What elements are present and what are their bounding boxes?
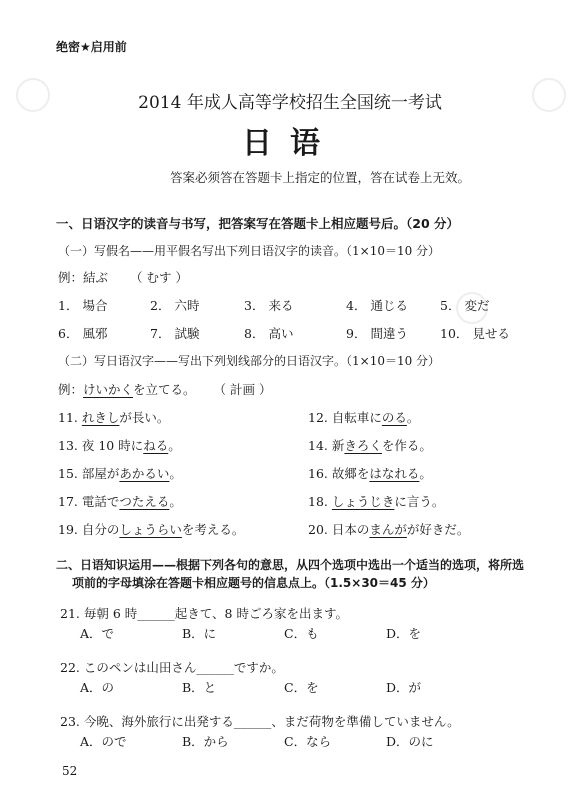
question-item: 14. 新きろくを作る。	[308, 438, 432, 453]
question-item: 16. 故郷をはなれる。	[308, 466, 432, 481]
question-item: 17. 電話でつたえる。	[58, 494, 182, 509]
question-item: 9． 間違う	[346, 326, 408, 341]
part1-example	[58, 268, 188, 286]
question-stem: 23. 今晩、海外旅行に出発する______、まだ荷物を準備していません。	[60, 714, 460, 729]
part1-heading: （一）写假名——用平假名写出下列日语汉字的读音。（1×10＝10 分）	[58, 244, 441, 258]
question-item: 13. 夜 10 時にねる。	[58, 438, 181, 453]
exam-title: 2014 年成人高等学校招生全国统一考试	[138, 93, 442, 113]
classification-label: 绝密★启用前	[56, 40, 127, 54]
option: B．に	[182, 626, 217, 641]
question-stem: 21. 毎朝 6 時______起きて、8 時ごろ家を出ます。	[60, 606, 348, 621]
section2-heading-line1: 二、日语知识运用——根据下列各句的意思，从四个选项中选出一个适当的选项，将所选	[56, 558, 525, 572]
question-item: 7． 試験	[150, 326, 200, 341]
question-item: 6． 風邪	[58, 326, 108, 341]
example-word: 例：結ぶ	[58, 270, 109, 285]
option: B．から	[182, 734, 229, 749]
question-item: 5． 変だ	[440, 298, 490, 313]
question-stem: 22. このペンは山田さん______ですか。	[60, 660, 284, 675]
option: B．と	[182, 680, 217, 695]
question-item: 20. 日本のまんがが好きだ。	[308, 522, 470, 537]
question-item: 19. 自分のしょうらいを考える。	[58, 522, 245, 537]
page-number: 52	[62, 764, 78, 778]
part2-example: 例：けいかくを立てる。 （ 計画 ）	[58, 382, 272, 397]
option: C．を	[284, 680, 319, 695]
answer-notice: 答案必须答在答题卡上指定的位置，答在试卷上无效。	[169, 170, 470, 185]
section2-heading-line2: 项前的字母填涂在答题卡相应题号的信息点上。（1.5×30＝45 分）	[72, 576, 435, 590]
option: A．ので	[80, 734, 127, 749]
example-answer: （ むす ）	[130, 270, 188, 285]
option: D．のに	[386, 734, 434, 749]
option: C．なら	[284, 734, 332, 749]
question-item: 3． 来る	[244, 298, 294, 313]
option: C．も	[284, 626, 319, 641]
question-item: 8． 高い	[244, 326, 294, 341]
question-item: 1． 場合	[58, 298, 108, 313]
option: D．を	[386, 626, 422, 641]
section1-heading: 一、日语汉字的读音与书写，把答案写在答题卡上相应题号后。（20 分）	[56, 216, 459, 231]
option: D．が	[386, 680, 422, 695]
subject-title: 日语	[242, 126, 338, 161]
question-item: 2． 六時	[150, 298, 200, 313]
question-item: 15. 部屋があかるい。	[58, 466, 182, 481]
option: A．の	[80, 680, 115, 695]
option: A．で	[80, 626, 115, 641]
question-item: 12. 自転車にのる。	[308, 410, 420, 425]
question-item: 11. れきしが長い。	[58, 410, 170, 425]
question-item: 18. しょうじきに言う。	[308, 494, 445, 509]
question-item: 10． 見せる	[440, 326, 510, 341]
question-item: 4． 通じる	[346, 298, 408, 313]
part2-heading: （二）写日语汉字——写出下列划线部分的日语汉字。（1×10＝10 分）	[58, 354, 441, 368]
